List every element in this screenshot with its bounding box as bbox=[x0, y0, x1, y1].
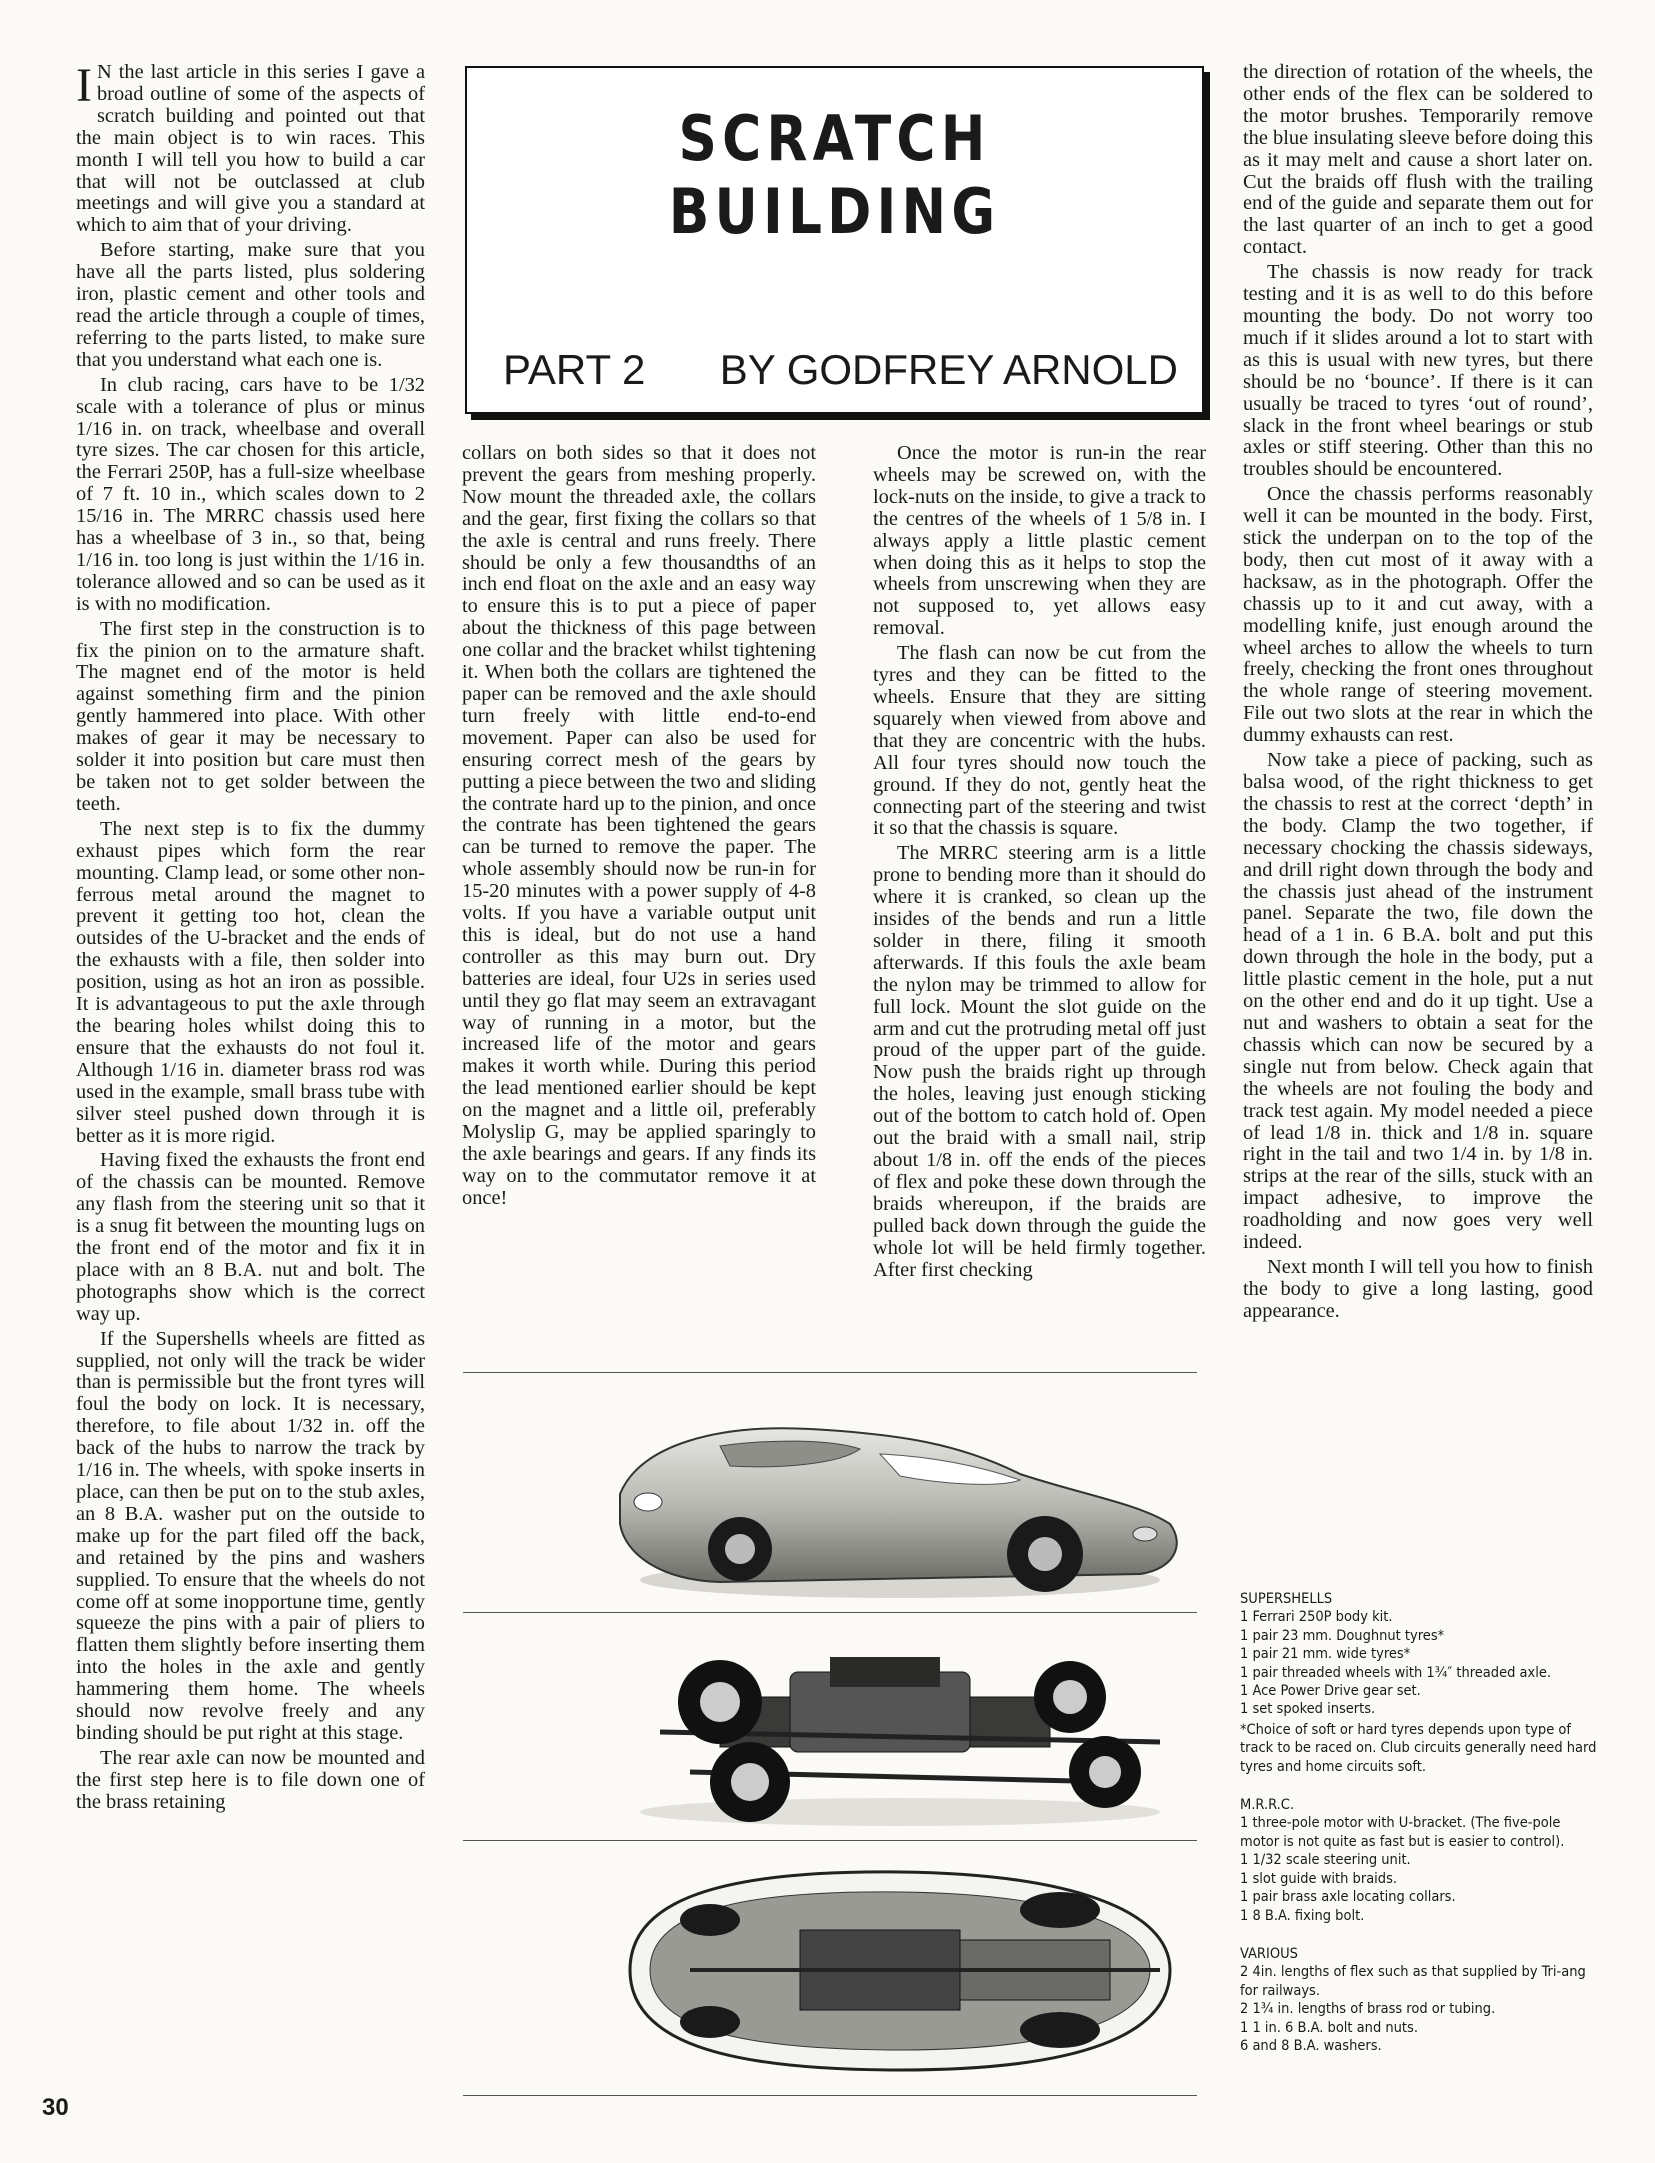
paragraph-text: Now take a piece of packing, such as balsa wood, of the right thickness to get the chassis to rest at the correct ‘depth’ in the body. Clamp the two together, if necessary chocking the chassis sideways, and drill right down through the body and the chassis just ahead of the instrument panel. Separate the two, file down the head of a 1 in. 6 B.A. bolt and put this down through the hole in the body, put a little plastic cement in the hole, put a nut on the other end and do it up tight. Use a nut and washers to obtain a seat for the chassis which can now be secured by a single nut from below. Check again that the wheels are not fouling the body and track test again. My model needed a piece of lead 1/8 in. thick and 1/8 in. square right in the tail and two 1/4 in. by 1/8 in. strips at the rear of the sills, stuck with an impact adhesive, to improve the roadholding and now goes very well indeed. bbox=[1243, 749, 1593, 1254]
car-chassis-photo bbox=[600, 1622, 1200, 1834]
parts-item: 1 Ferrari 250P body kit. bbox=[1240, 1609, 1393, 1626]
page-number: 30 bbox=[42, 2094, 69, 2121]
paragraph bbox=[76, 1748, 425, 1814]
paragraph-text: In club racing, cars have to be 1/32 scale with a tolerance of plus or minus 1/16 in. on track, wheelbase and overall tyre sizes. The car chosen for this article, the Ferrari 250P, has a full-size wheelbase of 7 ft. 10 in., which scales down to 2 15/16 in. The MRRC chassis used here has a wheelbase of 3 in., so that, being 1/16 in. too long is just within the 1/16 in. tolerance allowed and so can be used as it is with no modification. bbox=[76, 373, 425, 615]
paragraph bbox=[462, 443, 816, 1210]
paragraph-text: Having fixed the exhausts the front end of the chassis can be mounted. Remove any flash from the steering unit so that it is a snug fit between the mounting lugs on the front end of the motor and fix it in place with an 8 B.A. nut and bolt. The photographs show which is the correct way up. bbox=[76, 1149, 425, 1325]
article-part: PART 2 bbox=[503, 346, 646, 393]
column-1 bbox=[76, 59, 425, 1817]
paragraph bbox=[1243, 750, 1593, 1254]
paragraph-text: Next month I will tell you how to finish the body to give a long lasting, good appearance. bbox=[1243, 1255, 1593, 1322]
paragraph bbox=[76, 59, 425, 237]
paragraph-text: If the Supershells wheels are fitted as supplied, not only will the track be wider than is permissible but the front tyres will foul the body on lock. It is necessary, therefore, to file about 1/32 in. off the back of the hubs to narrow the track by 1/16 in. The wheels, with spoke inserts in place, can then be put on to the stub axles, an 8 B.A. washer put on the outside to make up for the part filed off the back, and retained by the pins and washers supplied. To ensure that the wheels do not come off at some inopportune time, gently squeeze the pins with a pair of pliers to flatten them slightly before inserting them into the holes in the axle and gently hammering them home. The wheels should now revolve freely and any binding should be put right at this stage. bbox=[76, 1327, 425, 1744]
parts-footnote: *Choice of soft or hard tyres depends upon type of track to be raced on. Club circuits generally need hard tyres and home circuits soft. bbox=[1240, 1721, 1597, 1775]
paragraph-text: The rear axle can now be mounted and the first step here is to file down one of the brass retaining bbox=[76, 1746, 425, 1813]
paragraph bbox=[76, 819, 425, 1148]
paragraph bbox=[873, 643, 1206, 840]
drop-cap: I bbox=[76, 59, 92, 112]
paragraph-text: The chassis is now ready for track testing and it is as well to do this before mounting the body. Do not worry too much if it slides around a lot to start with as this is usual with new tyres, but there should be no ‘bounce’. If there is it can usually be traced to tyres ‘out of round’, slack in the front wheel bearings or stub axles or stiff steering. Other than this no troubles should be encountered. bbox=[1243, 261, 1593, 481]
column-4 bbox=[1243, 62, 1593, 1326]
parts-item: 1 8 B.A. fixing bolt. bbox=[1240, 1907, 1365, 1924]
paragraph-text: Once the chassis performs reasonably well it can be mounted in the body. First, stick the underpan on to the top of the body, then cut most of it away with a hacksaw, as in the photograph. Offer the chassis up to it and cut away, with a modelling knife, just enough around the wheel arches to allow the wheels to turn freely, checking the front ones throughout the whole range of steering movement. File out two slots at the rear in which the dummy exhausts can rest. bbox=[1243, 483, 1593, 747]
paragraph-text: The MRRC steering arm is a little prone to bending more than it should do where it is cranked, so clean up the insides of the bends and run a little solder in there, filing it smooth afterwards. If this fouls the axle beam the nylon may be trimmed to allow for full lock. Mount the slot guide on the arm and cut the protruding metal off just proud of the upper part of the guide. Now push the braids right up through the holes, leaving just enough sticking out of the bottom to catch hold of. Open out the braid with a small nail, strip about 1/8 in. off the ends of the pieces of flex and poke these down through the braids whereupon, if the braids are pulled back down through the guide the whole lot will be held firmly together. After first checking bbox=[873, 842, 1206, 1281]
title-box bbox=[465, 66, 1204, 414]
car-underside-photo bbox=[600, 1850, 1200, 2090]
article-author: BY GODFREY ARNOLD bbox=[719, 346, 1178, 393]
article-title: SCRATCH BUILDING bbox=[668, 102, 1001, 248]
parts-item: 1 three-pole motor with U-bracket. (The five-pole motor is not quite as fast but is easier to control). bbox=[1240, 1815, 1565, 1850]
parts-item: 2 1¾ in. lengths of brass rod or tubing. bbox=[1240, 2001, 1496, 2018]
parts-section-supershells bbox=[1240, 1590, 1600, 1776]
paragraph bbox=[76, 240, 425, 371]
paragraph-text: the direction of rotation of the wheels, the other ends of the flex can be soldered to the motor brushes. Temporarily remove the blue insulating sleeve before doing this as it may melt and cause a short later on. Cut the braids off flush with the trailing end of the guide and separate them out for the last quarter of an inch to get a good contact. bbox=[1243, 61, 1593, 259]
parts-item: 1 pair threaded wheels with 1¾″ threaded axle. bbox=[1240, 1664, 1552, 1681]
parts-item: 1 slot guide with braids. bbox=[1240, 1870, 1398, 1887]
paragraph bbox=[1243, 1257, 1593, 1323]
paragraph-text: The first step in the construction is to fix the pinion on to the armature shaft. The magnet end of the motor is held against something firm and the pinion gently hammered into place. With other makes of gear it may be necessary to solder it into position but care must then be taken not to get solder between the teeth. bbox=[76, 617, 425, 815]
paragraph-text: N the last article in this series I gave a broad outline of some of the aspects of scratch building and pointed out that the main object is to win races. This month I will tell you how to build a car that will not be outclassed at club meetings and will give you a standard at which to aim that of your driving. bbox=[76, 61, 425, 237]
parts-list bbox=[1240, 1582, 1600, 2055]
paragraph-text: The next step is to fix the dummy exhaust pipes which form the rear mounting. Clamp lead, or some other non-ferrous metal around the magnet to prevent it getting too hot, clean the outsides of the U-bracket and the ends of the exhausts with a file, then solder into position, using as hot an iron as possible. It is advantageous to put the axle through the bearing holes whilst doing this to ensure that the exhausts do not foul it. Although 1/16 in. diameter brass rod was used in the example, small brass tube with silver steel pushed down through it is better as it is more rigid. bbox=[76, 817, 425, 1147]
parts-item: 1 Ace Power Drive gear set. bbox=[1240, 1683, 1421, 1700]
parts-item: 1 set spoked inserts. bbox=[1240, 1701, 1376, 1718]
parts-item: 1 1 in. 6 B.A. bolt and nuts. bbox=[1240, 2019, 1418, 2036]
parts-item: 1 1/32 scale steering unit. bbox=[1240, 1852, 1411, 1869]
paragraph bbox=[1243, 484, 1593, 747]
column-3 bbox=[873, 443, 1206, 1284]
car-body-photo bbox=[600, 1384, 1200, 1606]
parts-section-various bbox=[1240, 1945, 1600, 2055]
paragraph bbox=[76, 375, 425, 616]
paragraph-text: The flash can now be cut from the tyres and they can be fitted to the wheels. Ensure that they are sitting squarely when viewed from above and that they are concentric with the hubs. All four tyres should now touch the ground. If they do not, gently heat the connecting part of the steering and twist it so that the chassis is square. bbox=[873, 642, 1206, 840]
photo-divider bbox=[463, 2095, 1197, 2096]
paragraph-text: collars on both sides so that it does not prevent the gears from meshing properly. Now mount the threaded axle, the collars and the gear, first fixing the collars so that the axle is central and runs freely. There should be only a few thousandths of an inch end float on the axle and an easy way to ensure this is to put a piece of paper about the thickness of this page between one collar and the bracket whilst tightening it. When both the collars are tightened the paper can be removed and the axle should turn freely with little end-to-end movement. Paper can also be used for ensuring correct mesh of the gears by putting a piece between the two and sliding the contrate hard up to the pinion, and once the contrate has been tightened the gears can be turned to remove the paper. The whole assembly should now be run-in for 15-20 minutes with a power supply of 4-8 volts. If you have a variable output unit this is ideal, but do not use a hand controller as this may burn out. Dry batteries are ideal, four U2s in series used until they go flat may seem an extravagant way of running in a motor, but the increased life of the motor and gears makes it worth while. During this period the lead mentioned earlier should be kept on the magnet and a little oil, preferably Molyslip G, may be applied sparingly to the axle bearings and gears. If any finds its way on to the commutator remove it at once! bbox=[462, 442, 816, 1209]
parts-item: 1 pair 21 mm. wide tyres* bbox=[1240, 1646, 1411, 1663]
paragraph-text: Once the motor is run-in the rear wheels may be screwed on, with the lock-nuts on the inside, to give a track to the centres of the wheels of 1 5/8 in. I always apply a little plastic cement when doing this as it helps to stop the wheels from unscrewing when they are not supposed to, yet allows easy removal. bbox=[873, 442, 1206, 640]
paragraph-text: Before starting, make sure that you have all the parts listed, plus soldering iron, plastic cement and other tools and read the article through a couple of times, referring to the parts listed, to make sure that you understand what each one is. bbox=[76, 239, 425, 371]
paragraph bbox=[873, 843, 1206, 1281]
parts-item: 1 pair 23 mm. Doughnut tyres* bbox=[1240, 1627, 1445, 1644]
parts-section-mrrc bbox=[1240, 1796, 1600, 1925]
paragraph bbox=[76, 1150, 425, 1325]
paragraph bbox=[1243, 262, 1593, 481]
photo-divider bbox=[463, 1612, 1197, 1613]
paragraph bbox=[76, 1329, 425, 1745]
parts-item: 1 pair brass axle locating collars. bbox=[1240, 1889, 1456, 1906]
parts-heading: SUPERSHELLS bbox=[1240, 1591, 1333, 1607]
parts-item: 6 and 8 B.A. washers. bbox=[1240, 2037, 1382, 2054]
paragraph bbox=[76, 619, 425, 816]
parts-heading: VARIOUS bbox=[1240, 1945, 1298, 1962]
photo-divider bbox=[463, 1372, 1197, 1373]
column-2 bbox=[462, 443, 816, 1213]
parts-heading: M.R.R.C. bbox=[1240, 1797, 1295, 1814]
parts-item: 2 4in. lengths of flex such as that supplied by Tri-ang for railways. bbox=[1240, 1964, 1586, 1999]
paragraph bbox=[1243, 62, 1593, 259]
paragraph bbox=[873, 443, 1206, 640]
photo-divider bbox=[463, 1840, 1197, 1841]
